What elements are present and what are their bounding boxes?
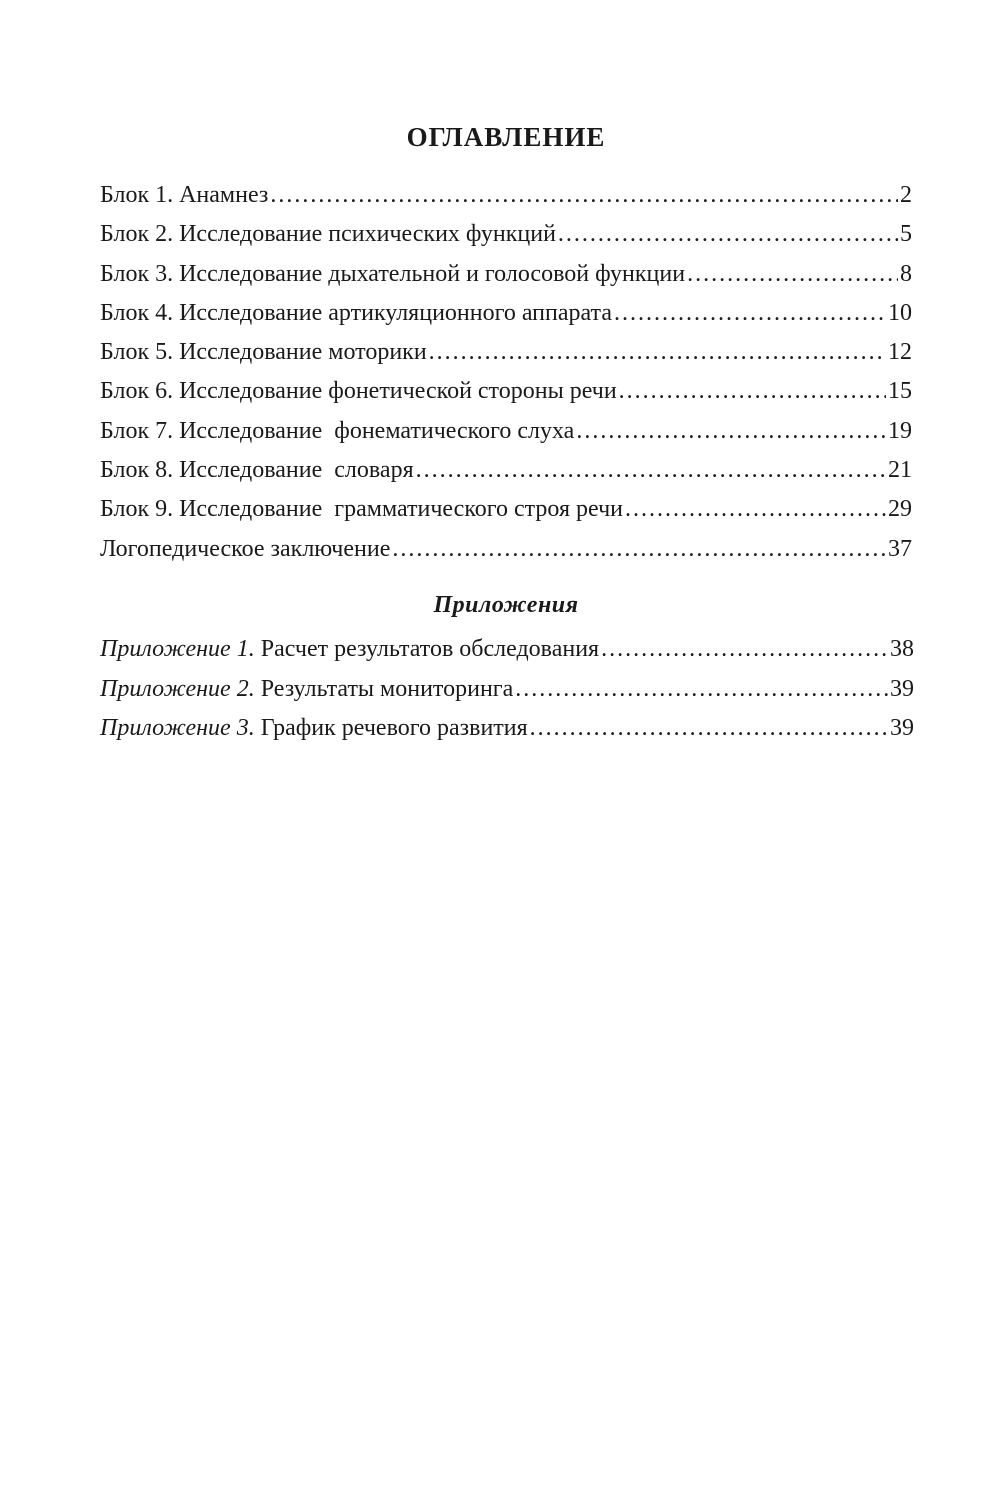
dot-leader — [530, 709, 888, 749]
appendix-entry-page: 39 — [890, 675, 914, 702]
toc-entry-page: 15 — [888, 378, 912, 405]
dot-leader — [619, 372, 886, 411]
toc-entry[interactable] — [100, 255, 912, 294]
appendix-prefix: Приложение 2. — [100, 675, 255, 702]
appendix-entry[interactable] — [100, 630, 914, 670]
appendix-title: График речевого развития — [260, 715, 528, 741]
dot-leader — [601, 630, 888, 670]
appendix-entry-page: 39 — [890, 715, 914, 741]
toc-entry[interactable] — [100, 294, 912, 333]
appendix-entry-page: 38 — [890, 636, 914, 662]
toc-entry-page: 29 — [888, 496, 912, 523]
appendix-prefix: Приложение 3. — [100, 715, 255, 741]
appendix-list — [100, 630, 914, 749]
toc-entry-page: 21 — [888, 457, 912, 484]
toc-entry-page: 12 — [888, 339, 912, 366]
appendix-entry-label — [100, 709, 528, 749]
toc-entry[interactable] — [100, 176, 912, 215]
toc-entry-label: Блок 8. Исследование словаря — [100, 457, 414, 484]
toc-entry-label: Блок 7. Исследование фонематического слуха — [100, 417, 575, 444]
toc-entry[interactable] — [100, 490, 912, 529]
toc-entry-page: 19 — [888, 417, 912, 444]
appendix-heading: Приложения — [433, 592, 579, 618]
toc-entry-page: 37 — [888, 535, 912, 562]
dot-leader — [614, 294, 886, 333]
appendix-title: Результаты мониторинга — [260, 675, 514, 702]
appendix-prefix: Приложение 1. — [100, 636, 255, 662]
toc-entry-label: Блок 4. Исследование артикуляционного аппарата — [100, 299, 612, 326]
appendix-entry[interactable] — [100, 670, 914, 710]
toc-heading: ОГЛАВЛЕНИЕ — [406, 122, 606, 152]
toc-entry[interactable] — [100, 451, 912, 490]
toc-entry-label: Блок 6. Исследование фонетической стороны речи — [100, 378, 617, 405]
toc-entry[interactable] — [100, 372, 912, 411]
toc-entry-page: 10 — [888, 299, 912, 326]
dot-leader — [270, 176, 898, 215]
toc-entry-page: 5 — [900, 221, 912, 248]
toc-entry[interactable] — [100, 412, 912, 451]
toc-entry[interactable] — [100, 530, 912, 569]
toc-list — [100, 176, 912, 569]
toc-entry[interactable] — [100, 215, 912, 254]
toc-entry-label: Блок 1. Анамнез — [100, 182, 269, 208]
toc-entry[interactable] — [100, 333, 912, 372]
dot-leader — [392, 530, 886, 569]
toc-entry-page: 8 — [900, 260, 912, 287]
appendix-entry-label — [100, 630, 599, 670]
appendix-entry-label — [100, 670, 513, 710]
toc-entry-page: 2 — [900, 182, 912, 208]
dot-leader — [416, 451, 886, 490]
dot-leader — [429, 333, 886, 372]
appendix-entry[interactable] — [100, 709, 914, 749]
appendix-title: Расчет результатов обследования — [260, 636, 600, 662]
toc-entry-label: Логопедическое заключение — [100, 535, 391, 562]
dot-leader — [576, 412, 886, 451]
toc-entry-label: Блок 3. Исследование дыхательной и голосовой функции — [100, 260, 686, 287]
dot-leader — [687, 255, 898, 294]
dot-leader — [515, 670, 888, 710]
toc-entry-label: Блок 5. Исследование моторики — [100, 339, 427, 366]
dot-leader — [558, 215, 898, 254]
toc-entry-label: Блок 9. Исследование грамматического строя речи — [100, 496, 623, 523]
toc-entry-label: Блок 2. Исследование психических функций — [100, 221, 556, 248]
dot-leader — [625, 490, 886, 529]
